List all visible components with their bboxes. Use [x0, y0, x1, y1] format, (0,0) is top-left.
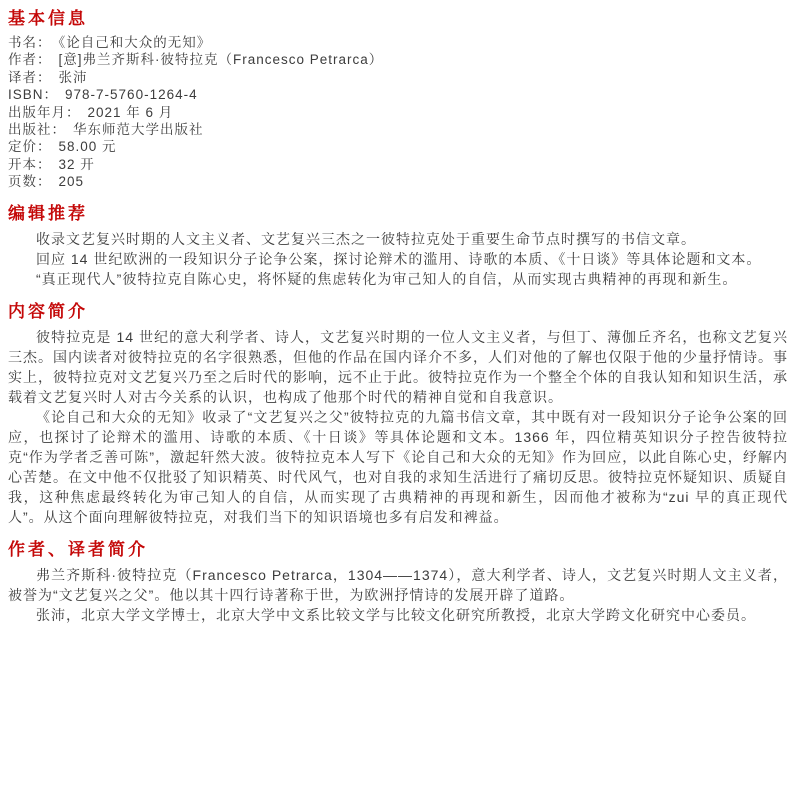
- info-line-pages: [8, 173, 788, 190]
- info-line-publisher: [8, 121, 788, 138]
- info-label-price: 定价：: [8, 139, 52, 155]
- author-bio-paragraph: 弗兰齐斯科·彼特拉克（Francesco Petrarca，1304——1374），意大利学者、诗人，文艺复兴时期人文主义者，被誉为“文艺复兴之父”。他以其十四行诗著称于世，为欧洲抒情诗的发展开辟了道路。: [8, 566, 788, 603]
- info-value-pages: 205: [58, 174, 85, 190]
- info-line-author: [8, 51, 788, 68]
- summary-paragraph: 《论自己和大众的无知》收录了“文艺复兴之父”彼特拉克的九篇书信文章，其中既有对一段知识分子论争公案的回应，也探讨了论辩术的滥用、诗歌的本质、《十日谈》等具体论题和文本。1366 年，四位精英知识分子控告彼特拉克“作为学者乏善可陈”，激起轩然大波。彼特拉克本人写下《论自己和大众的无知》作为回应，以此自陈心史，纾解内心苦楚。在文中他不仅批驳了知识精英、时代风气，也对自我的求知生活进行了痛切反思。彼特拉克怀疑知识、质疑自我，这种焦虑最终转化为审己知人的自信，从而实现了古典精神的再现和新生，因而他才被称为“zui 早的真正现代人”。从这个面向理解彼特拉克，对我们当下的知识语境也多有启发和裨益。: [8, 408, 788, 525]
- info-line-title: [8, 34, 788, 51]
- info-value-translator: 张沛: [58, 69, 88, 85]
- info-value-format: 32 开: [58, 156, 95, 172]
- info-line-pub-date: [8, 104, 788, 121]
- section-heading-editor-recommendation: 编辑推荐: [8, 203, 88, 223]
- info-line-price: [8, 138, 788, 155]
- section-heading-content-summary: 内容简介: [8, 301, 88, 321]
- book-detail-page: [8, 4, 788, 625]
- info-label-translator: 译者：: [8, 69, 52, 85]
- info-value-author: [意]弗兰齐斯科·彼特拉克（Francesco Petrarca）: [58, 52, 384, 68]
- info-label-publisher: 出版社：: [8, 122, 66, 138]
- info-line-format: [8, 156, 788, 173]
- info-value-isbn: 978-7-5760-1264-4: [65, 87, 198, 103]
- section-heading-basic-info: 基本信息: [8, 9, 88, 28]
- recommendation-paragraph: 收录文艺复兴时期的人文主义者、文艺复兴三杰之一彼特拉克处于重要生命节点时撰写的书信文章。: [36, 230, 696, 247]
- info-line-translator: [8, 69, 788, 86]
- recommendation-paragraph: 回应 14 世纪欧洲的一段知识分子论争公案，探讨论辩术的滥用、诗歌的本质、《十日谈》等具体论题和文本。: [36, 250, 762, 267]
- summary-paragraph: 彼特拉克是 14 世纪的意大利学者、诗人，文艺复兴时期的一位人文主义者，与但丁、薄伽丘齐名，也称文艺复兴三杰。国内读者对彼特拉克的名字很熟悉，但他的作品在国内译介不多，人们对他的了解也仅限于他的少量抒情诗。事实上，彼特拉克对文艺复兴乃至之后时代的影响，远不止于此。彼特拉克作为一个整全个体的自我认知和知识生活，承载着文艺复兴时人对古今关系的认识，也构成了他那个时代的精神自觉和自我意识。: [8, 328, 788, 405]
- info-value-publisher: 华东师范大学出版社: [73, 122, 204, 138]
- info-line-isbn: [8, 86, 788, 103]
- info-value-title: 《论自己和大众的无知》: [58, 35, 212, 50]
- info-label-isbn: ISBN：: [8, 87, 59, 103]
- info-label-title: 书名：: [8, 35, 52, 50]
- section-author-translator: [8, 535, 788, 625]
- section-editor-recommendation: [8, 199, 788, 289]
- section-heading-author-translator: 作者、译者简介: [8, 539, 148, 559]
- recommendation-paragraph: “真正现代人”彼特拉克自陈心史，将怀疑的焦虑转化为审己知人的自信，从而实现古典精神的再现和新生。: [36, 270, 738, 287]
- info-value-price: 58.00 元: [58, 139, 117, 155]
- info-value-pub-date: 2021 年 6 月: [87, 104, 174, 120]
- info-label-author: 作者：: [8, 52, 52, 68]
- section-basic-info: [8, 4, 788, 191]
- info-label-pages: 页数：: [8, 174, 52, 190]
- section-content-summary: [8, 297, 788, 527]
- translator-bio-paragraph: 张沛，北京大学文学博士，北京大学中文系比较文学与比较文化研究所教授，北京大学跨文化研究中心委员。: [36, 606, 756, 623]
- info-label-pub-date: 出版年月：: [8, 104, 81, 120]
- info-label-format: 开本：: [8, 156, 52, 172]
